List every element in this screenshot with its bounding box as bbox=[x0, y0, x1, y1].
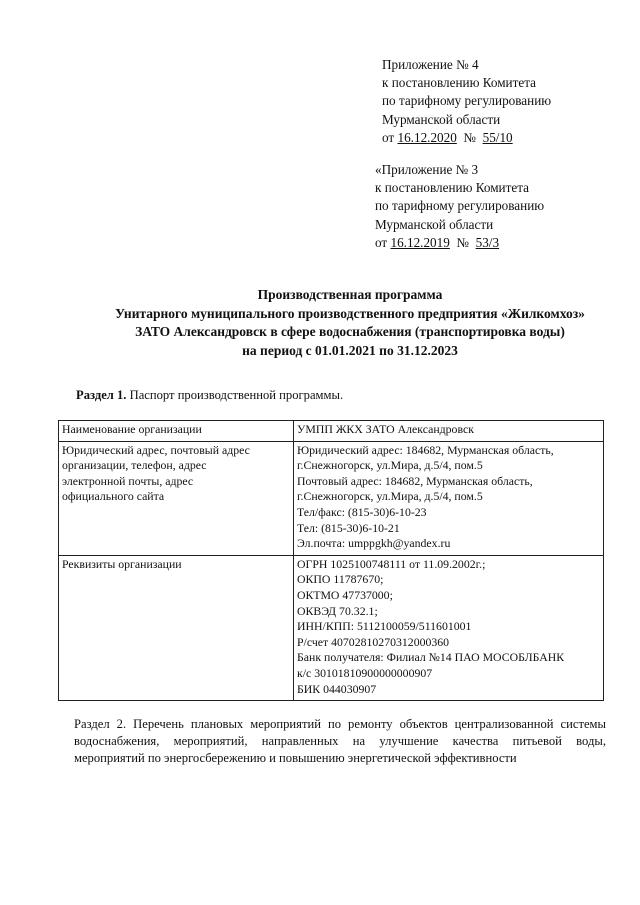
program-title bbox=[40, 286, 640, 360]
table-cell-line: электронной почты, адрес bbox=[62, 473, 194, 488]
table-cell-line: ОКТМО 47737000; bbox=[297, 587, 393, 602]
table-cell-line: организации, телефон, адрес bbox=[62, 458, 207, 473]
appendix-3-date: 16.12.2019 bbox=[390, 234, 450, 250]
table-row bbox=[59, 555, 604, 700]
table-cell-line: официального сайта bbox=[62, 489, 165, 504]
table-cell-line: Юридический адрес, почтовый адрес bbox=[62, 442, 250, 457]
table-cell-line: Юридический адрес: 184682, Мурманская область, bbox=[297, 442, 554, 457]
table-cell-line: Р/счет 40702810270312000360 bbox=[297, 634, 450, 649]
appendix-4-line4: Мурманской области bbox=[382, 111, 501, 127]
appendix-4-date: 16.12.2020 bbox=[397, 129, 457, 145]
appendix-3-line3: по тарифному регулированию bbox=[375, 198, 545, 214]
appendix-3-block bbox=[375, 161, 544, 252]
table-cell-line: БИК 044030907 bbox=[297, 681, 377, 696]
section-2-line1: Раздел 2. Перечень плановых мероприятий по ремонту объектов централизованной системы bbox=[74, 717, 606, 731]
passport-table-body bbox=[59, 421, 604, 701]
table-label-cell bbox=[59, 441, 294, 555]
table-cell-line: Эл.почта: umppgkh@yandex.ru bbox=[297, 536, 451, 551]
section-2-line3: мероприятий по энергосбережению и повышению энергетической эффективности bbox=[74, 751, 517, 765]
program-title-line4: на период с 01.01.2021 по 31.12.2023 bbox=[242, 342, 458, 358]
table-cell-line: ОКВЭД 70.32.1; bbox=[297, 603, 378, 618]
table-cell-line: к/с 30101810900000000907 bbox=[297, 665, 433, 680]
table-cell-line: Наименование организации bbox=[62, 422, 202, 436]
table-label-cell bbox=[59, 555, 294, 700]
appendix-4-date-line bbox=[382, 129, 551, 147]
table-cell-line: ОКПО 11787670; bbox=[297, 572, 384, 587]
appendix-4-prefix: от bbox=[382, 129, 398, 145]
table-value-cell bbox=[294, 555, 604, 700]
table-cell-line: Тел/факс: (815-30)6-10-23 bbox=[297, 504, 427, 519]
appendix-3-no-label: № bbox=[449, 234, 476, 250]
table-cell-line: Почтовый адрес: 184682, Мурманская область, bbox=[297, 473, 533, 488]
table-label-cell bbox=[59, 421, 294, 442]
table-cell-line: Банк получателя: Филиал №14 ПАО МОСОБЛБАНК bbox=[297, 650, 565, 665]
table-cell-line: УМПП ЖКХ ЗАТО Александровск bbox=[297, 422, 474, 436]
section-1-heading bbox=[76, 388, 343, 403]
appendix-3-line4: Мурманской области bbox=[375, 216, 494, 232]
section-2-text bbox=[74, 716, 606, 767]
appendix-4-number: 55/10 bbox=[482, 129, 513, 145]
program-title-line3: ЗАТО Александровск в сфере водоснабжения (транспортировка воды) bbox=[135, 324, 565, 339]
appendix-3-prefix: от bbox=[375, 234, 391, 250]
appendix-4-no-label: № bbox=[456, 129, 483, 145]
section-1-text: Паспорт производственной программы. bbox=[126, 388, 344, 402]
table-cell-line: ИНН/КПП: 5112100059/511601001 bbox=[297, 619, 472, 634]
table-cell-line: г.Снежногорск, ул.Мира, д.5/4, пом.5 bbox=[297, 489, 483, 504]
table-cell-line: Реквизиты организации bbox=[62, 556, 182, 571]
section-2-line2: водоснабжения, мероприятий, направленных на улучшение качества питьевой воды, bbox=[74, 734, 606, 748]
table-value-cell bbox=[294, 441, 604, 555]
table-cell-line: Тел: (815-30)6-10-21 bbox=[297, 520, 400, 535]
section-1-label: Раздел 1. bbox=[76, 388, 127, 402]
table-row bbox=[59, 441, 604, 555]
table-value-cell bbox=[294, 421, 604, 442]
appendix-3-date-line bbox=[375, 234, 544, 252]
appendix-4-line1: Приложение № 4 bbox=[382, 57, 479, 72]
appendix-4-block bbox=[382, 56, 551, 147]
table-cell-line: ОГРН 1025100748111 от 11.09.2002г.; bbox=[297, 556, 486, 571]
table-row bbox=[59, 421, 604, 442]
appendix-4-line3: по тарифному регулированию bbox=[382, 93, 552, 109]
appendix-3-line1: «Приложение № 3 bbox=[375, 162, 479, 177]
appendix-3-line2: к постановлению Комитета bbox=[375, 180, 529, 196]
program-title-line1: Производственная программа bbox=[257, 287, 443, 302]
appendix-4-line2: к постановлению Комитета bbox=[382, 75, 536, 91]
passport-table bbox=[58, 420, 604, 701]
table-cell-line: г.Снежногорск, ул.Мира, д.5/4, пом.5 bbox=[297, 458, 483, 473]
program-title-line2: Унитарного муниципального производственного предприятия «Жилкомхоз» bbox=[115, 305, 585, 321]
appendix-3-number: 53/3 bbox=[475, 234, 500, 250]
